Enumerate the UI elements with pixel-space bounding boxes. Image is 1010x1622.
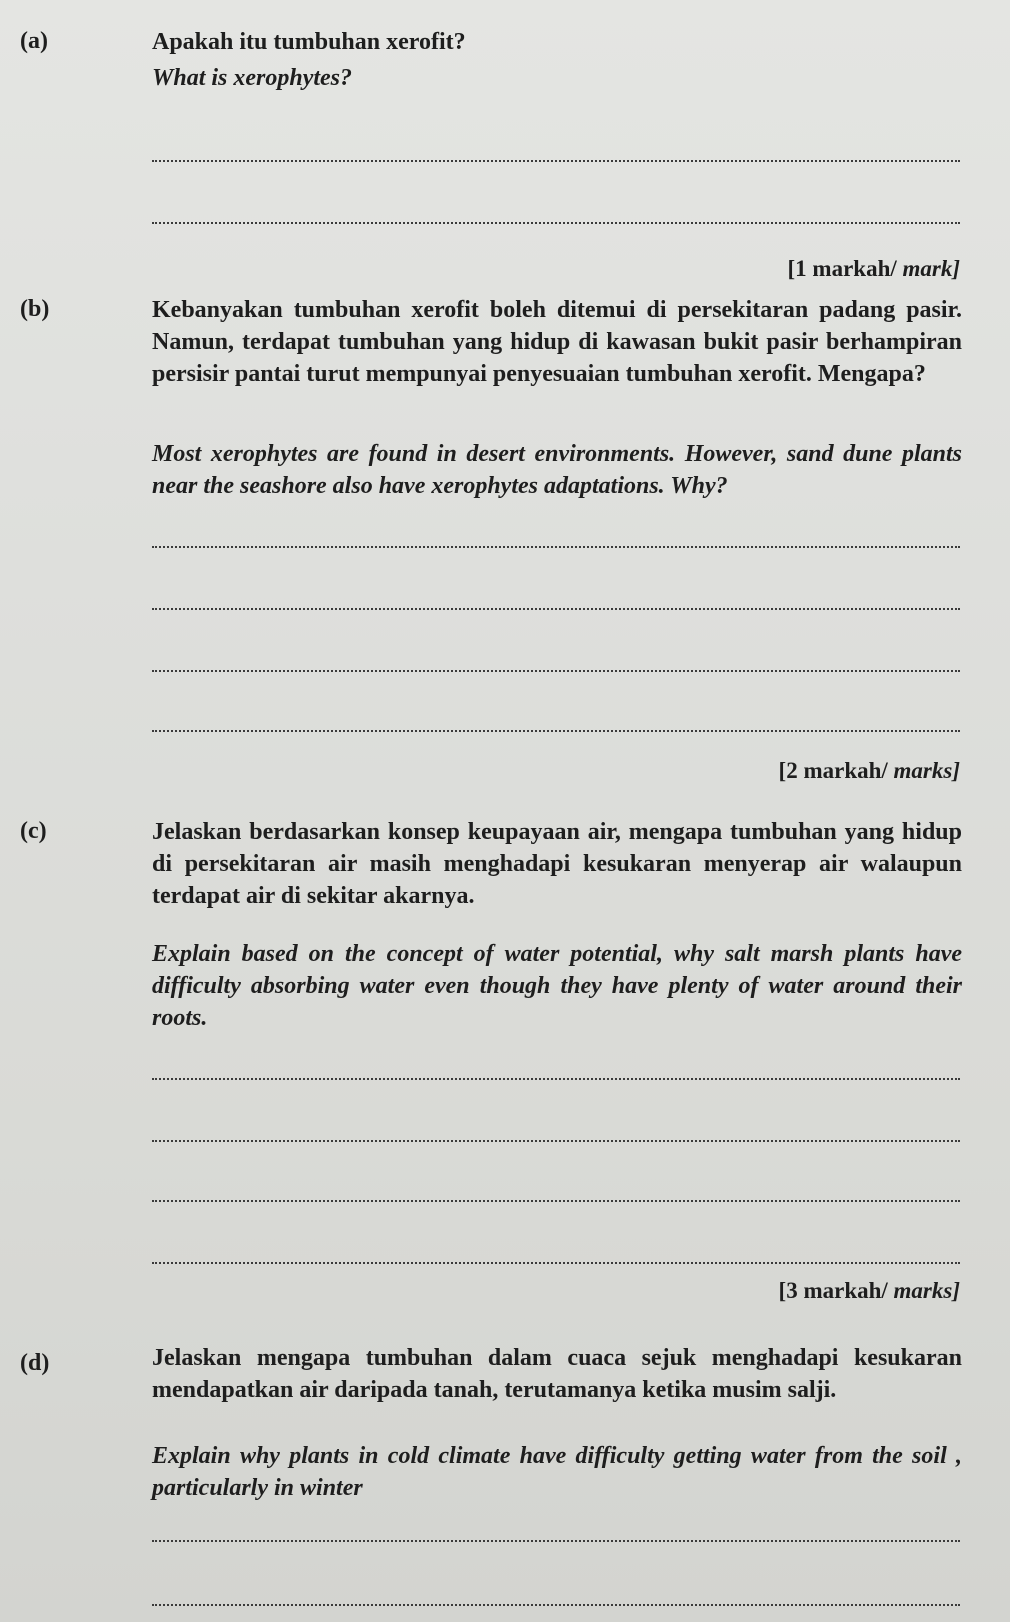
answer-line[interactable] (152, 1078, 960, 1080)
question-text-malay: Apakah itu tumbuhan xerofit? (152, 29, 466, 55)
question-label: (b) (20, 296, 50, 322)
answer-line[interactable] (152, 1604, 960, 1606)
answer-line[interactable] (152, 1140, 960, 1142)
answer-line[interactable] (152, 546, 960, 548)
question-text-english: Most xerophytes are found in desert environments. However, sand dune plants near the seashore also have xerophytes adaptations. Why? (152, 441, 962, 499)
answer-line[interactable] (152, 1262, 960, 1264)
question-text-english: Explain based on the concept of water potential, why salt marsh plants have difficulty absorbing water even though they have plenty of water around their roots. (152, 941, 962, 1031)
marks-malay: [3 markah/ (778, 1278, 888, 1303)
marks-english: marks] (893, 1278, 960, 1303)
question-text-malay: Jelaskan berdasarkan konsep keupayaan air, mengapa tumbuhan yang hidup di persekitaran air masih menghadapi kesukaran menyerap air walaupun terdapat air di sekitar akarnya. (152, 819, 962, 909)
answer-line[interactable] (152, 222, 960, 224)
question-text-malay: Kebanyakan tumbuhan xerofit boleh ditemui di persekitaran padang pasir. Namun, terdapat tumbuhan yang hidup di kawasan bukit pasir berhampiran persisir pantai turut mempunyai penyesuaian tumbuhan xerofit. Mengapa? (152, 297, 962, 387)
question-label: (a) (20, 28, 48, 54)
marks-allocation (779, 1278, 960, 1304)
answer-line[interactable] (152, 608, 960, 610)
marks-malay: [1 markah/ (787, 256, 897, 281)
answer-line[interactable] (152, 730, 960, 732)
question-text-english: Explain why plants in cold climate have difficulty getting water from the soil , particularly in winter (152, 1443, 962, 1501)
answer-line[interactable] (152, 670, 960, 672)
answer-line[interactable] (152, 1540, 960, 1542)
answer-line[interactable] (152, 160, 960, 162)
question-text-malay: Jelaskan mengapa tumbuhan dalam cuaca sejuk menghadapi kesukaran mendapatkan air daripada tanah, terutamanya ketika musim salji. (152, 1345, 962, 1403)
marks-english: mark] (902, 256, 960, 281)
marks-malay: [2 markah/ (778, 758, 888, 783)
answer-line[interactable] (152, 1200, 960, 1202)
question-label: (c) (20, 818, 47, 844)
question-text-english: What is xerophytes? (152, 65, 353, 91)
marks-allocation (788, 256, 961, 282)
question-label: (d) (20, 1350, 50, 1376)
marks-english: marks] (893, 758, 960, 783)
marks-allocation (779, 758, 960, 784)
